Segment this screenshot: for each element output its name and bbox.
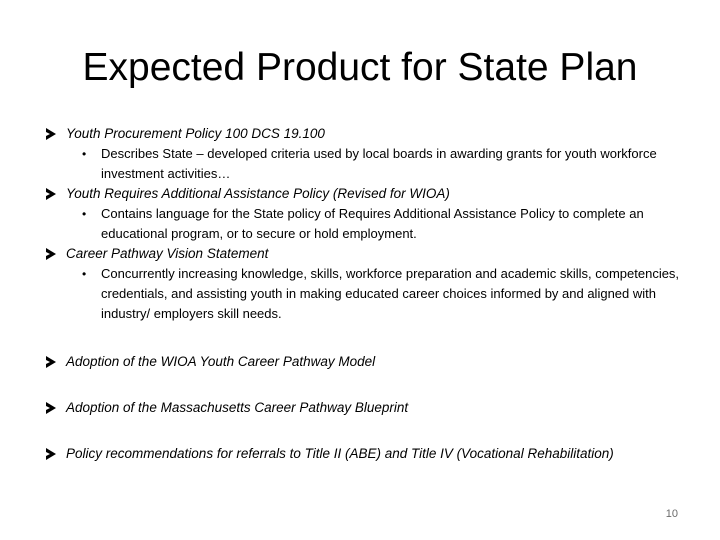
list-item: [46, 352, 686, 372]
list-item-text: Adoption of the WIOA Youth Career Pathway Model: [66, 354, 376, 369]
list-item: [46, 444, 686, 464]
slide-title: Expected Product for State Plan: [82, 46, 638, 89]
list-item: [46, 398, 686, 418]
sub-item-text: Concurrently increasing knowledge, skills, workforce preparation and academic skills, competencies, credentials, and assisting youth in making educated career choices informed by and aligned with industry/ employers skill needs.: [101, 266, 680, 321]
list-item-text: Youth Procurement Policy 100 DCS 19.100: [66, 126, 325, 141]
list-item: [46, 124, 686, 144]
list-item-text: Youth Requires Additional Assistance Policy (Revised for WIOA): [66, 186, 450, 201]
bullet-icon: •: [82, 147, 87, 161]
arrow-bullet-icon: [46, 356, 56, 368]
arrow-bullet-icon: [46, 402, 56, 414]
arrow-bullet-icon: [46, 248, 56, 260]
sub-item: [82, 144, 686, 184]
sub-item-text: Describes State – developed criteria used by local boards in awarding grants for youth workforce investment activities…: [101, 146, 657, 181]
sub-item: [82, 264, 686, 324]
list-item: [46, 244, 686, 264]
page-number: 10: [665, 508, 678, 520]
sub-item-text: Contains language for the State policy of Requires Additional Assistance Policy to complete an educational program, or to secure or hold employment.: [101, 206, 644, 241]
list-item-text: Adoption of the Massachusetts Career Pathway Blueprint: [66, 400, 409, 415]
sub-item: [82, 204, 686, 244]
arrow-bullet-icon: [46, 128, 56, 140]
arrow-bullet-icon: [46, 448, 56, 460]
arrow-bullet-icon: [46, 188, 56, 200]
bullet-icon: •: [82, 267, 87, 281]
list-item: [46, 184, 686, 204]
bullet-list: [46, 124, 686, 464]
bullet-icon: •: [82, 207, 87, 221]
list-item-text: Career Pathway Vision Statement: [66, 246, 269, 261]
list-item-text: Policy recommendations for referrals to Title II (ABE) and Title IV (Vocational Rehabilitation): [66, 446, 614, 461]
